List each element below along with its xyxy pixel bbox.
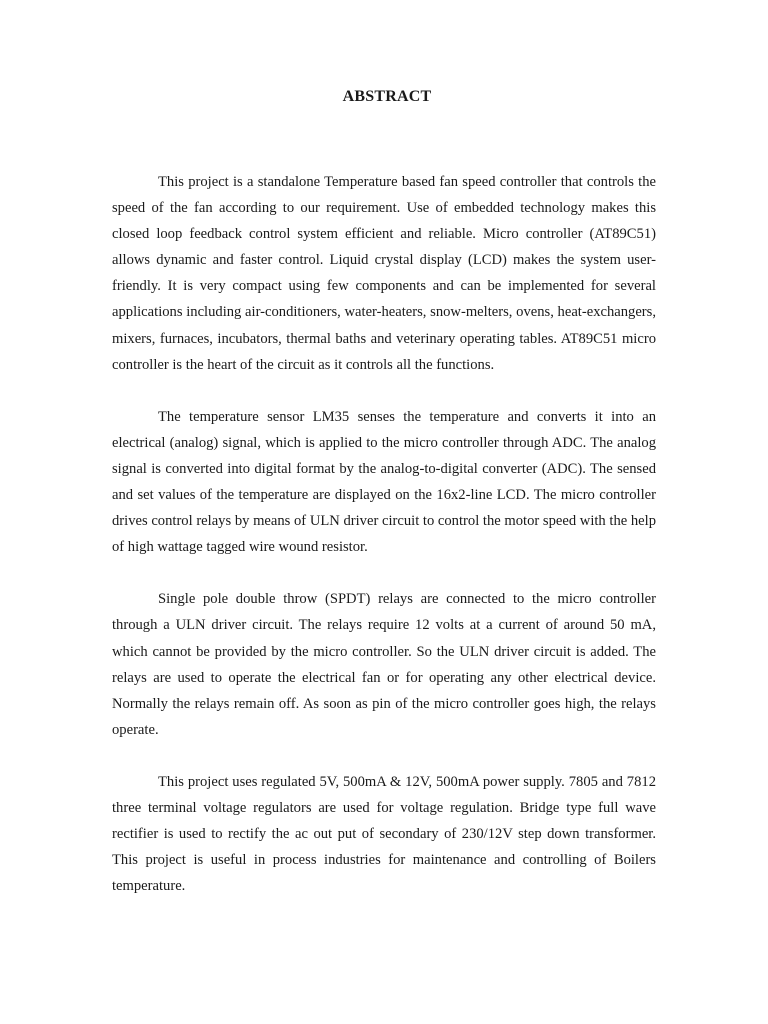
paragraph-3: Single pole double throw (SPDT) relays are connected to the micro controller through a ULN driver circuit. The relays require 12 volts at a current of around 50 mA, which cannot be provided by the micro controller. So the ULN driver circuit is added. The relays are used to operate the electrical fan or for operating any other electrical device. Normally the relays remain off. As soon as pin of the micro controller goes high, the relays operate. bbox=[112, 591, 656, 738]
page-title: ABSTRACT bbox=[342, 88, 432, 105]
paragraph-1: This project is a standalone Temperature based fan speed controller that controls the speed of the fan according to our requirement. Use of embedded technology makes this closed loop feedback control system efficient and reliable. Micro controller (AT89C51) allows dynamic and faster control. Liquid crystal display (LCD) makes the system user-friendly. It is very compact using few components and can be implemented for several applications including air-conditioners, water-heaters, snow-melters, ovens, heat-exchangers, mixers, furnaces, incubators, thermal baths and veterinary operating tables. AT89C51 micro controller is the heart of the circuit as it controls all the functions. bbox=[112, 174, 656, 373]
paragraph-2: The temperature sensor LM35 senses the temperature and converts it into an electrical (analog) signal, which is applied to the micro controller through ADC. The analog signal is converted into digital format by the analog-to-digital converter (ADC). The sensed and set values of the temperature are displayed on the 16x2-line LCD. The micro controller drives control relays by means of ULN driver circuit to control the motor speed with the help of high wattage tagged wire wound resistor. bbox=[112, 408, 656, 556]
abstract-body bbox=[112, 169, 656, 925]
paragraph-4: This project uses regulated 5V, 500mA & 12V, 500mA power supply. 7805 and 7812 three terminal voltage regulators are used for voltage regulation. Bridge type full wave rectifier is used to rectify the ac out put of secondary of 230/12V step down transformer. This project is useful in process industries for maintenance and controlling of Boilers temperature. bbox=[112, 773, 656, 895]
